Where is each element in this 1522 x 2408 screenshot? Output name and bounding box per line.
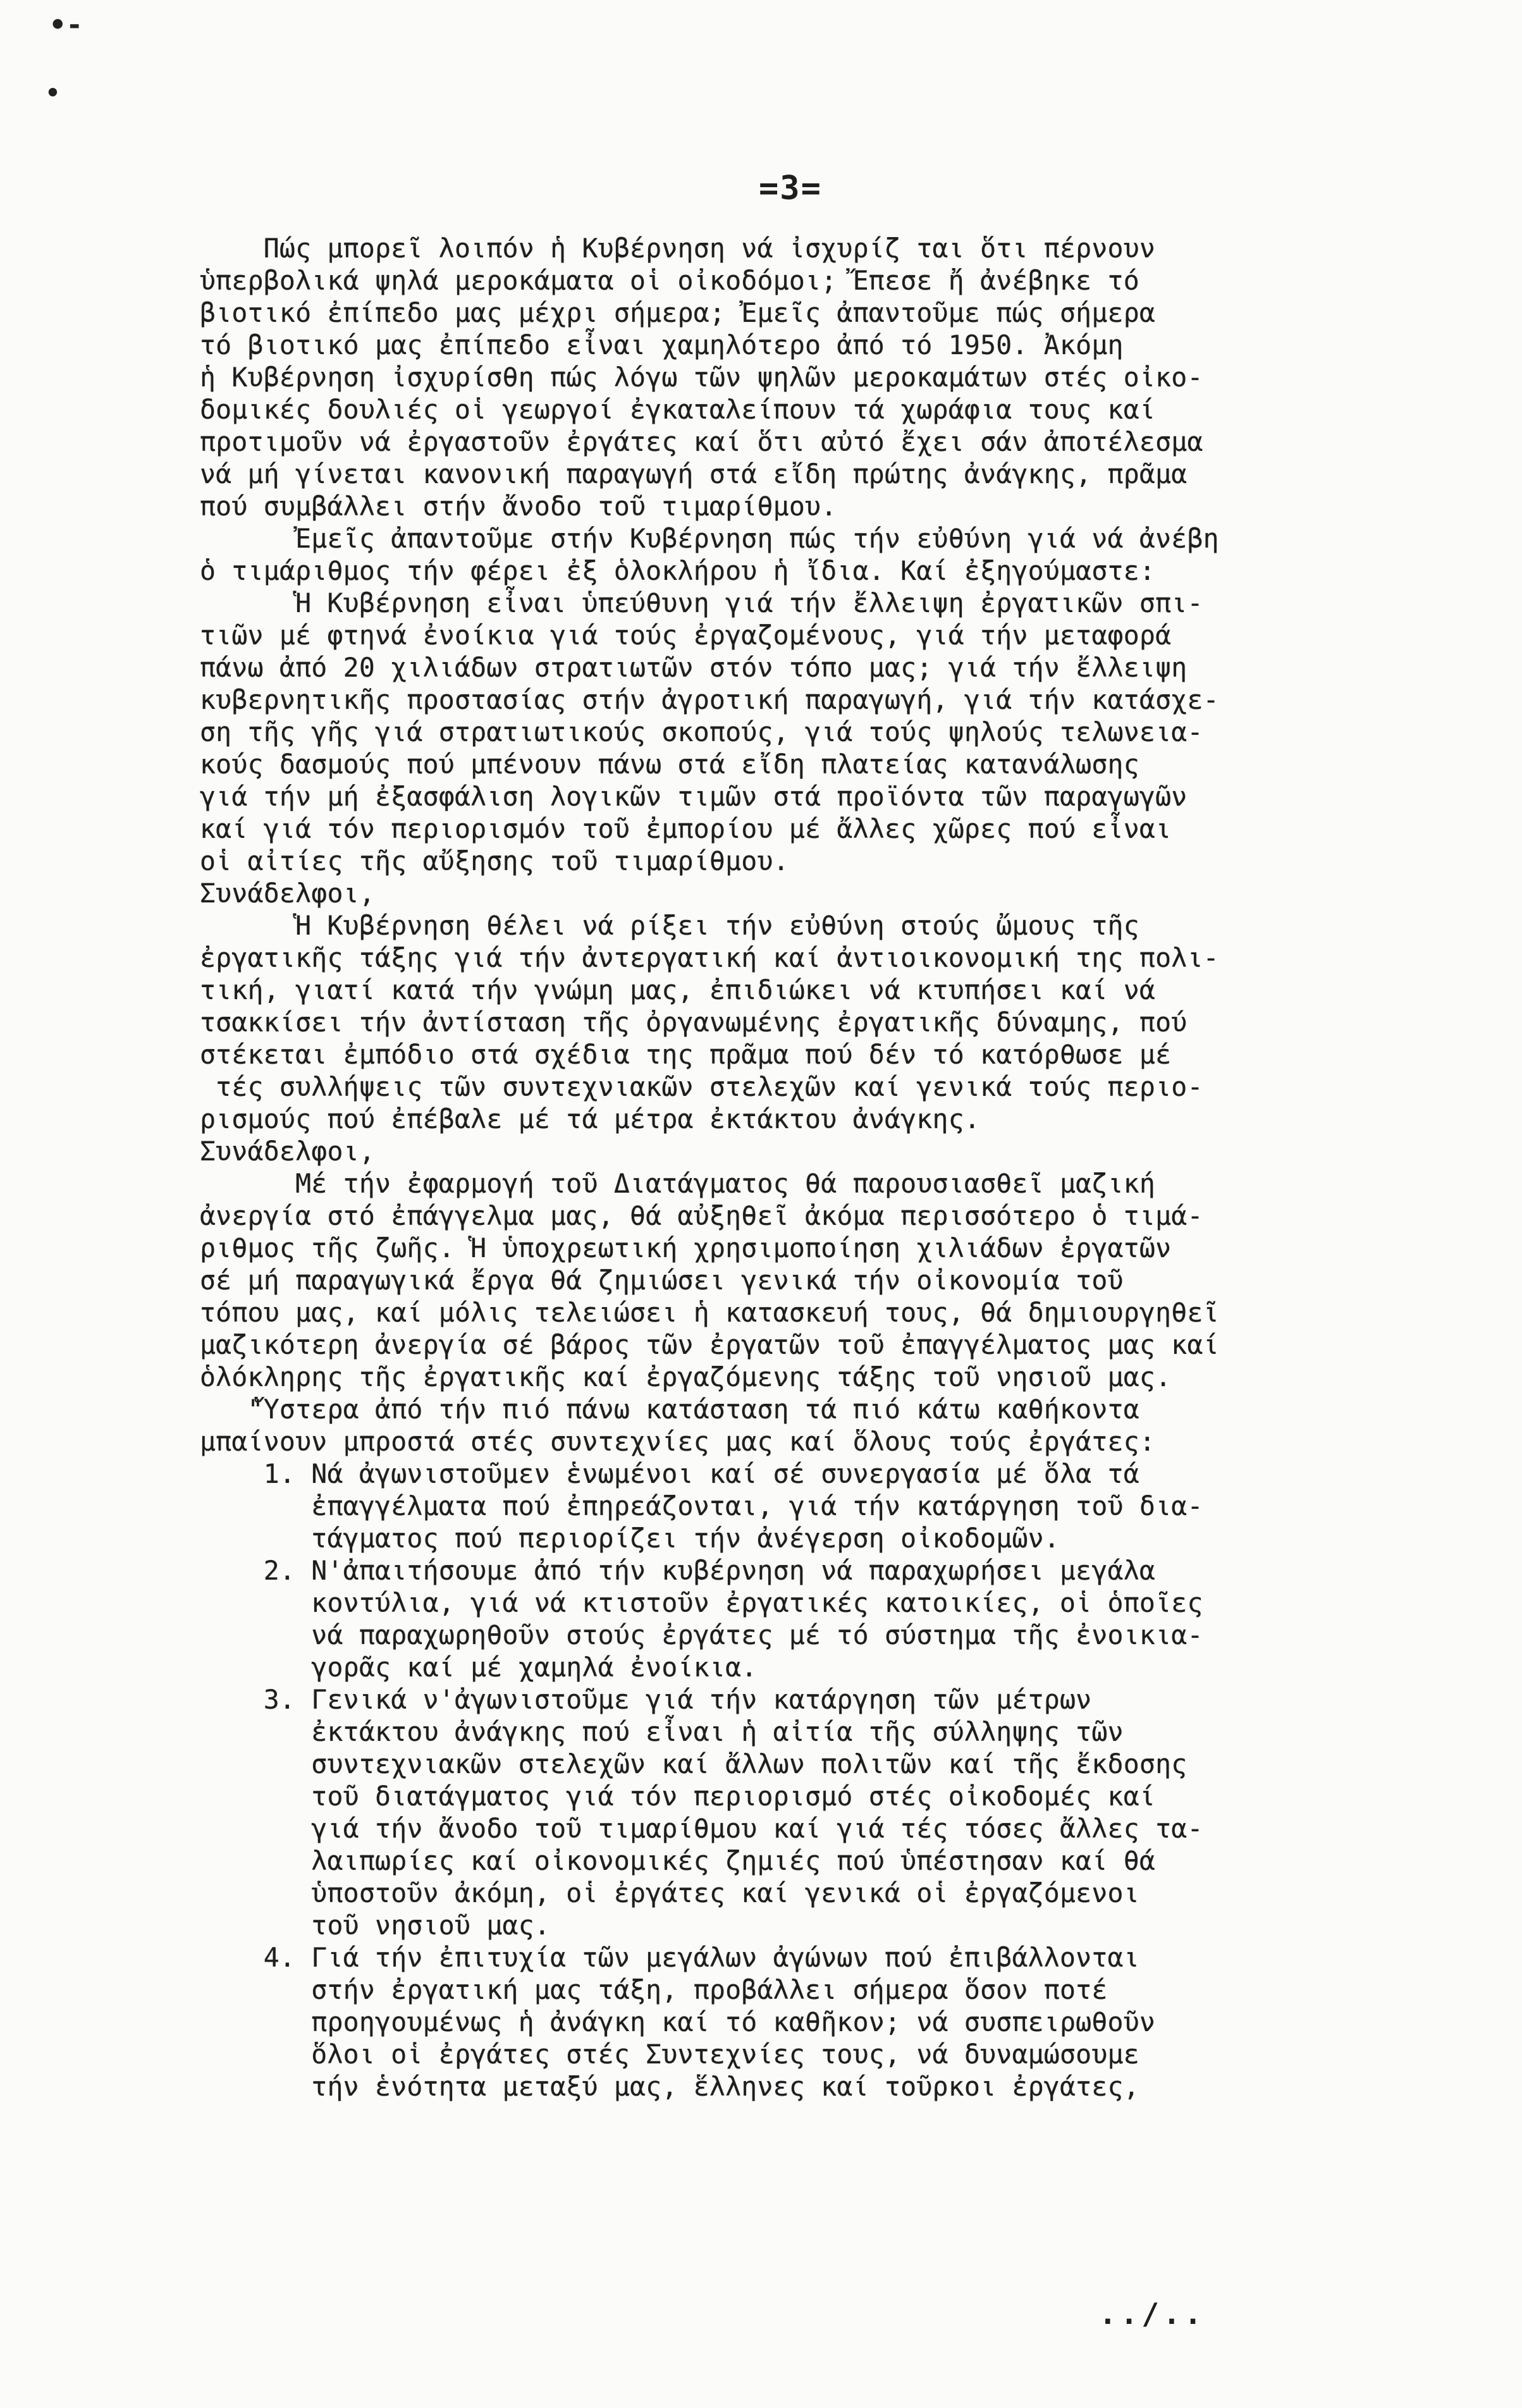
text-line: Ἡ Κυβέρνηση εἶναι ὑπεύθυνη γιά τήν ἔλλειψη ἐργατικῶν σπι- <box>200 587 1203 618</box>
text-line: βιοτικό ἐπίπεδο μας μέχρι σήμερα; Ἐμεῖς ἀπαντοῦμε πώς σήμερα <box>200 297 1156 328</box>
text-line: ὑποστοῦν ἀκόμη, οἱ ἐργάτες καί γενικά οἱ ἐργαζόμενοι <box>200 1877 1139 1908</box>
text-line: νά παραχωρηθοῦν στούς ἐργάτες μέ τό σύστημα τῆς ἐνοικια- <box>200 1619 1203 1650</box>
text-line: τάγματος πού περιορίζει τήν ἀνέγερση οἰκοδομῶν. <box>200 1523 1060 1554</box>
text-line: οἱ αἰτίες τῆς αὔξησης τοῦ τιμαρίθμου. <box>200 845 789 876</box>
text-line: ὅλοι οἱ ἐργάτες στές Συντεχνίες τους, νά δυναμώσουμε <box>200 2039 1139 2070</box>
text-line: τόπου μας, καί μόλις τελειώσει ἡ κατασκευή τους, θά δημιουργηθεῖ <box>200 1297 1219 1328</box>
text-line: 1. Νά ἀγωνιστοῦμεν ἑνωμένοι καί σέ συνεργασία μέ ὅλα τά <box>200 1458 1139 1489</box>
page-number: =3= <box>759 169 822 207</box>
text-line: προηγουμένως ἡ ἀνάγκη καί τό καθῆκον; νά συσπειρωθοῦν <box>200 2006 1156 2037</box>
text-line: Συνάδελφοι, <box>200 878 376 909</box>
text-line: λαιπωρίες καί οἰκονομικές ζημιές πού ὑπέστησαν καί θά <box>200 1845 1156 1876</box>
text-line: στήν ἐργατική μας τάξη, προβάλλει σήμερα ὅσον ποτέ <box>200 1974 1108 2005</box>
text-line: Ἡ Κυβέρνηση θέλει νά ρίξει τήν εὐθύνη στούς ὤμους τῆς <box>200 910 1139 941</box>
continuation-mark: ../.. <box>1099 2297 1206 2331</box>
text-line: ὁλόκληρης τῆς ἐργατικῆς καί ἐργαζόμενης τάξης τοῦ νησιοῦ μας. <box>200 1361 1172 1392</box>
text-line: Συνάδελφοι, <box>200 1136 376 1167</box>
text-line: μαζικότερη ἀνεργία σέ βάρος τῶν ἐργατῶν τοῦ ἐπαγγέλματος μας καί <box>200 1329 1219 1360</box>
text-line: "Ὕστερα ἀπό τήν πιό πάνω κατάσταση τά πιό κάτω καθήκοντα <box>200 1394 1139 1425</box>
text-line: γιά τήν μή ἐξασφάλιση λογικῶν τιμῶν στά προϊόντα τῶν παραγωγῶν <box>200 781 1188 812</box>
text-line: ρισμούς πού ἐπέβαλε μέ τά μέτρα ἐκτάκτου ἀνάγκης. <box>200 1103 981 1134</box>
text-line: καί γιά τόν περιορισμόν τοῦ ἐμπορίου μέ ἄλλες χῶρες πού εἶναι <box>200 813 1172 844</box>
text-line: 3. Γενικά ν'ἀγωνιστοῦμε γιά τήν κατάργηση τῶν μέτρων <box>200 1684 1092 1715</box>
text-line: τσακκίσει τήν ἀντίσταση τῆς ὀργανωμένης ἐργατικῆς δύναμης, πού <box>200 1007 1188 1038</box>
text-line: Πώς μπορεῖ λοιπόν ἡ Κυβέρνηση νά ἰσχυρίζ ται ὅτι πέρνουν <box>200 233 1156 264</box>
text-line: τική, γιατί κατά τήν γνώμη μας, ἐπιδιώκει νά κτυπήσει καί νά <box>200 974 1156 1005</box>
text-line: γορᾶς καί μέ χαμηλά ἐνοίκια. <box>200 1652 758 1683</box>
text-line: νά μή γίνεται κανονική παραγωγή στά εἴδη πρώτης ἀνάγκης, πρᾶμα <box>200 458 1188 489</box>
text-line: προτιμοῦν νά ἐργαστοῦν ἐργάτες καί ὅτι αὐτό ἔχει σάν ἀποτέλεσμα <box>200 426 1203 457</box>
margin-mark: •- <box>49 9 83 41</box>
text-line: ση τῆς γῆς γιά στρατιωτικούς σκοπούς, γιά τούς ψηλούς τελωνεια- <box>200 716 1203 747</box>
text-line: μπαίνουν μπροστά στές συντεχνίες μας καί ὅλους τούς ἐργάτες: <box>200 1426 1156 1457</box>
document-body <box>200 233 1458 2103</box>
text-line: κυβερνητικῆς προστασίας στήν ἀγροτική παραγωγή, γιά τήν κατάσχε- <box>200 684 1219 715</box>
text-line: τό βιοτικό μας ἐπίπεδο εἶναι χαμηλότερο ἀπό τό 1950. Ἀκόμη <box>200 329 1124 360</box>
text-line: τοῦ νησιοῦ μας. <box>200 1910 551 1941</box>
text-line: τήν ἑνότητα μεταξύ μας, ἕλληνες καί τοῦρκοι ἐργάτες, <box>200 2071 1139 2102</box>
text-line: ἀνεργία στό ἐπάγγελμα μας, θά αὐξηθεῖ ἀκόμα περισσότερο ὁ τιμά- <box>200 1200 1203 1231</box>
text-line: 2. Ν'ἀπαιτήσουμε ἀπό τήν κυβέρνηση νά παραχωρήσει μεγάλα <box>200 1555 1156 1586</box>
text-line: ἐκτάκτου ἀνάγκης πού εἶναι ἡ αἰτία τῆς σύλληψης τῶν <box>200 1716 1124 1747</box>
text-line: ὑπερβολικά ψηλά μεροκάματα οἱ οἰκοδόμοι; Ἔπεσε ἤ ἀνέβηκε τό <box>200 265 1139 296</box>
text-line: ἐπαγγέλματα πού ἐπηρεάζονται, γιά τήν κατάργηση τοῦ δια- <box>200 1490 1203 1521</box>
text-line: συντεχνιακῶν στελεχῶν καί ἄλλων πολιτῶν καί τῆς ἔκδοσης <box>200 1748 1188 1779</box>
text-line: δομικές δουλιές οἱ γεωργοί ἐγκαταλείπουν τά χωράφια τους καί <box>200 394 1156 425</box>
text-line: τές συλλήψεις τῶν συντεχνιακῶν στελεχῶν καί γενικά τούς περιο- <box>200 1071 1203 1102</box>
text-line: τοῦ διατάγματος γιά τόν περιορισμό στές οἰκοδομές καί <box>200 1781 1156 1812</box>
margin-mark: • <box>46 79 60 107</box>
text-line: πού συμβάλλει στήν ἄνοδο τοῦ τιμαρίθμου. <box>200 491 837 522</box>
text-line: κοντύλια, γιά νά κτιστοῦν ἐργατικές κατοικίες, οἱ ὁποῖες <box>200 1587 1203 1618</box>
text-line: Μέ τήν ἐφαρμογή τοῦ Διατάγματος θά παρουσιασθεῖ μαζική <box>200 1168 1156 1199</box>
text-line: ἡ Κυβέρνηση ἰσχυρίσθη πώς λόγω τῶν ψηλῶν μεροκαμάτων στές οἰκο- <box>200 362 1203 393</box>
text-line: γιά τήν ἄνοδο τοῦ τιμαρίθμου καί γιά τές τόσες ἄλλες τα- <box>200 1813 1203 1844</box>
text-line: σέ μή παραγωγικά ἔργα θά ζημιώσει γενικά τήν οἰκονομία τοῦ <box>200 1265 1124 1296</box>
text-line: κούς δασμούς πού μπένουν πάνω στά εἴδη πλατείας κατανάλωσης <box>200 749 1139 780</box>
text-line: στέκεται ἐμπόδιο στά σχέδια της πρᾶμα πού δέν τό κατόρθωσε μέ <box>200 1039 1172 1070</box>
text-line: πάνω ἀπό 20 χιλιάδων στρατιωτῶν στόν τόπο μας; γιά τήν ἔλλειψη <box>200 652 1188 683</box>
text-line: 4. Γιά τήν ἐπιτυχία τῶν μεγάλων ἀγώνων πού ἐπιβάλλονται <box>200 1942 1139 1973</box>
text-line: τιῶν μέ φτηνά ἐνοίκια γιά τούς ἐργαζομένους, γιά τήν μεταφορά <box>200 620 1172 651</box>
text-line: ὁ τιμάριθμος τήν φέρει ἐξ ὁλοκλήρου ἡ ἴδια. Καί ἐξηγούμαστε: <box>200 555 1156 586</box>
text-line: Ἐμεῖς ἀπαντοῦμε στήν Κυβέρνηση πώς τήν εὐθύνη γιά νά ἀνέβη <box>200 523 1219 554</box>
text-line: ριθμος τῆς ζωῆς. Ἡ ὑποχρεωτική χρησιμοποίηση χιλιάδων ἐργατῶν <box>200 1232 1172 1263</box>
text-line: ἐργατικῆς τάξης γιά τήν ἀντεργατική καί ἀντιοικονομική της πολι- <box>200 942 1219 973</box>
